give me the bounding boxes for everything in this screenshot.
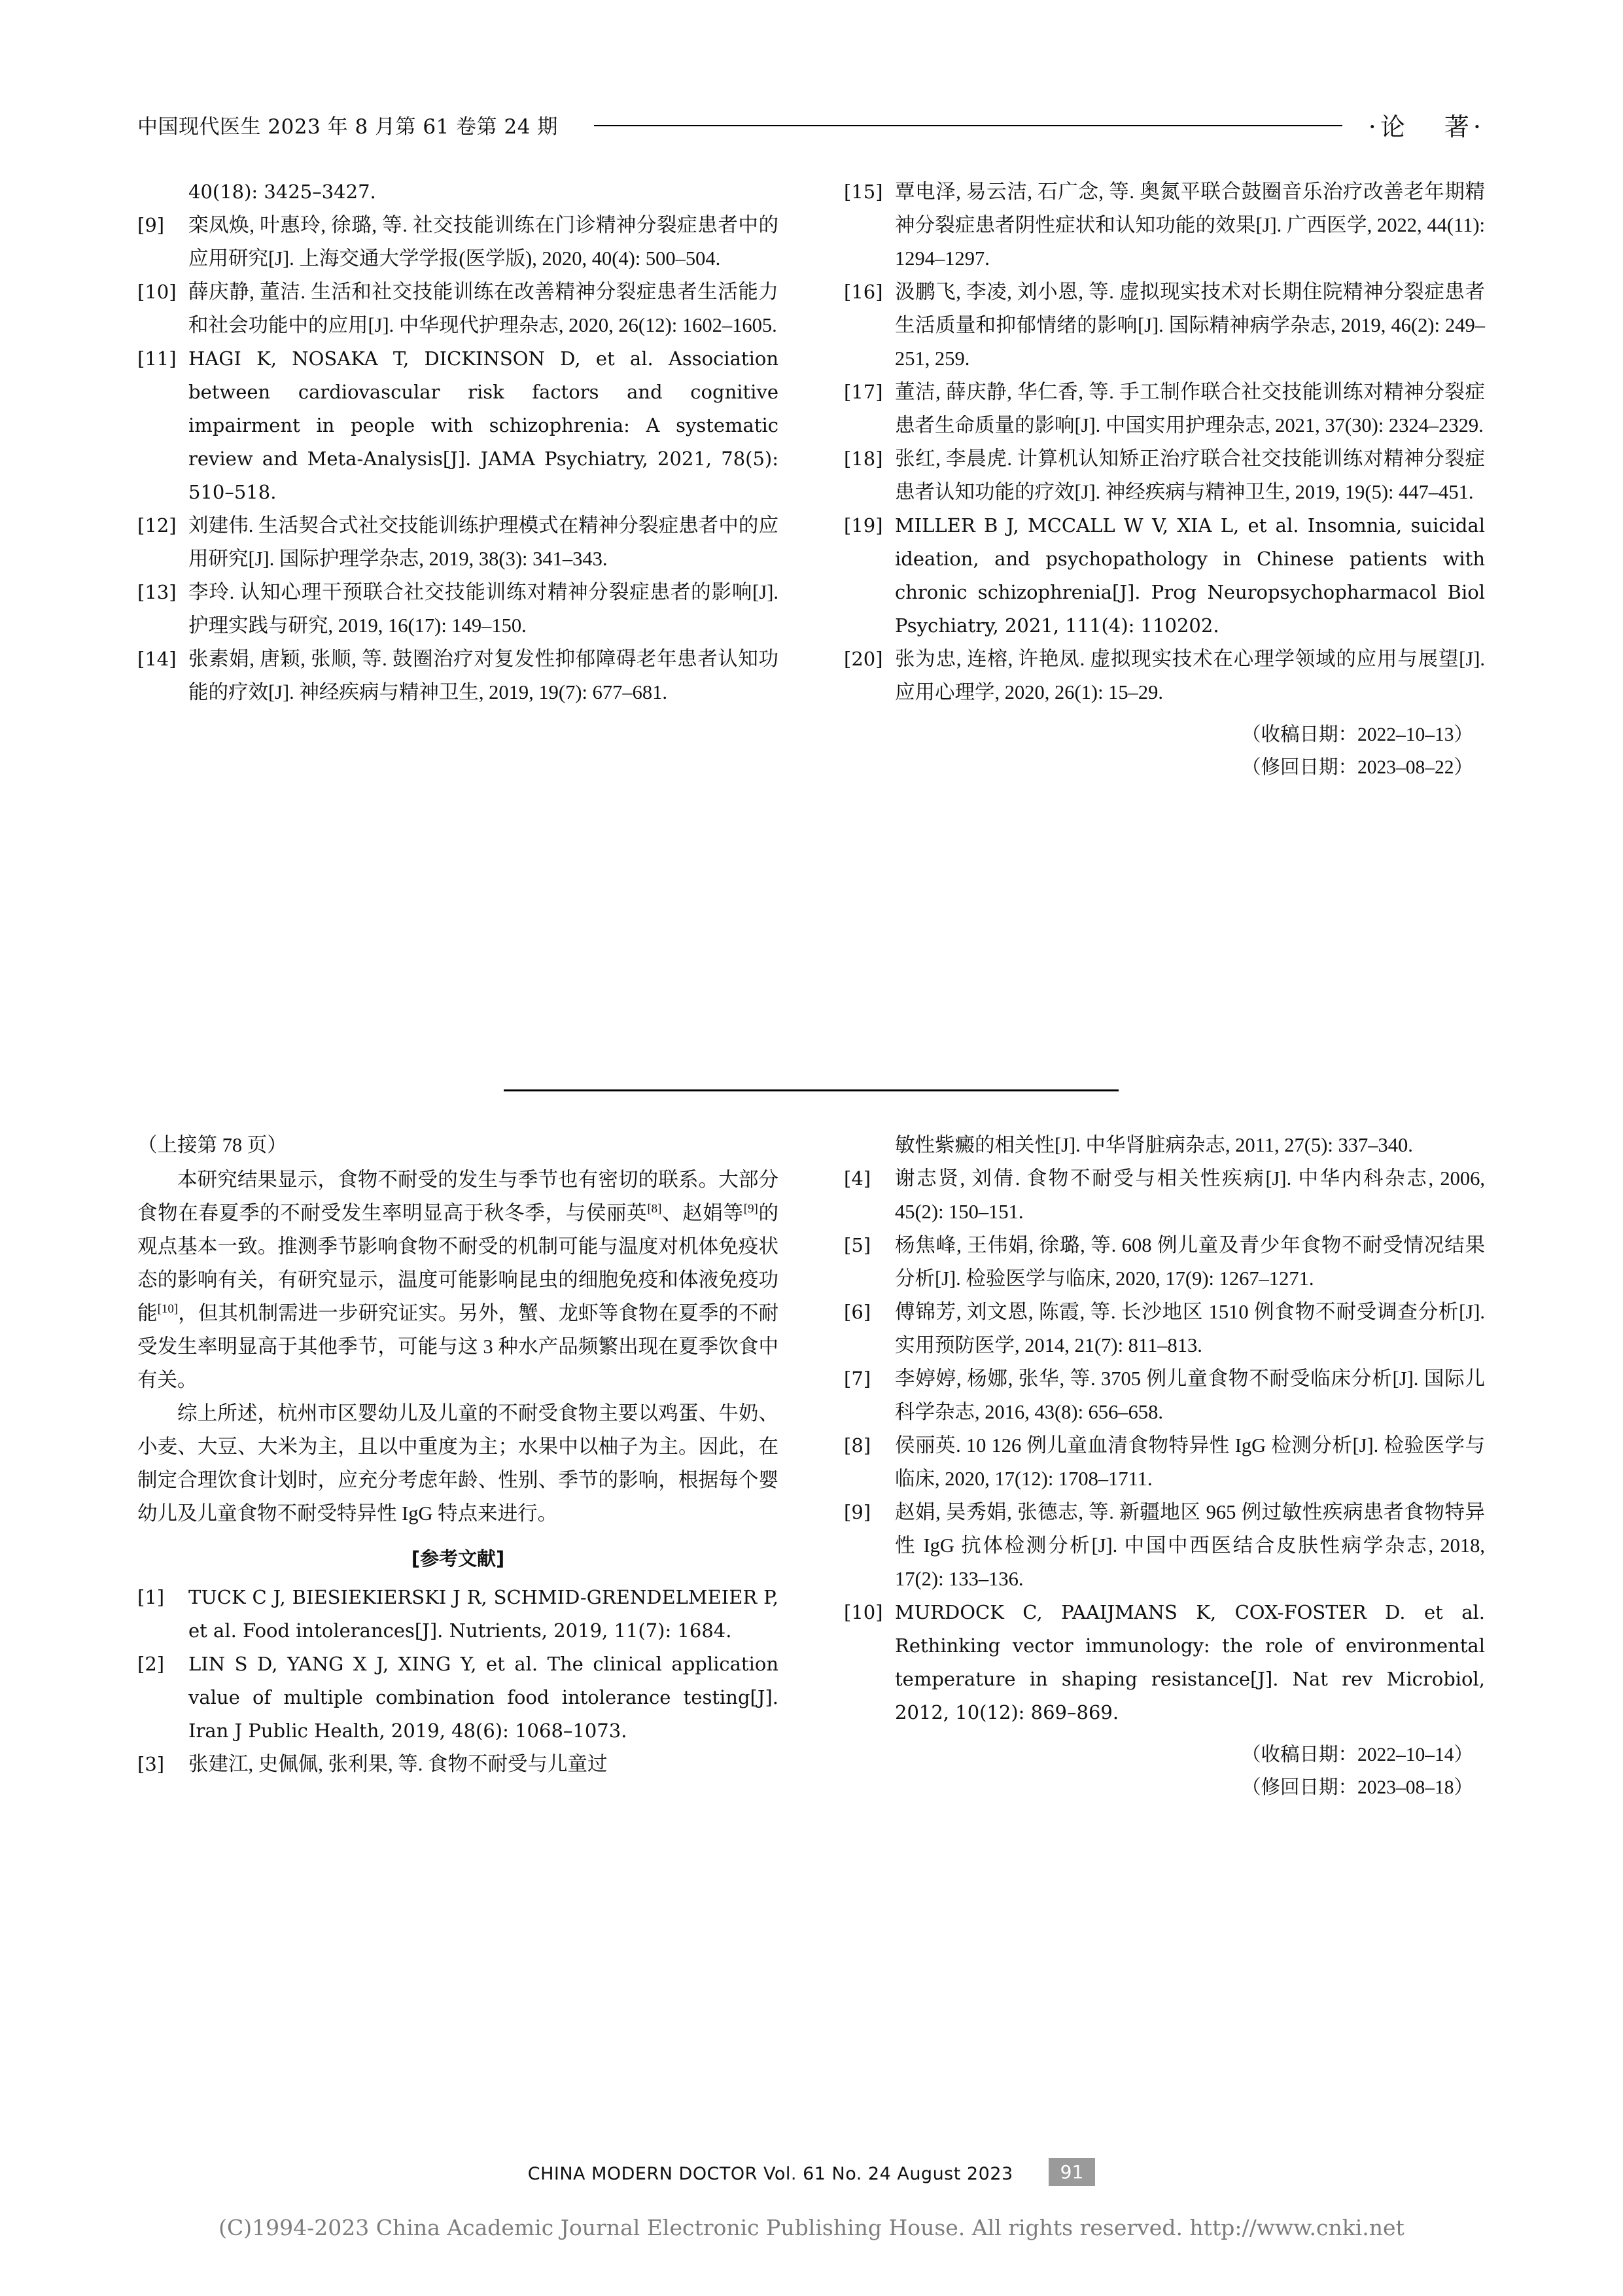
reference-item — [844, 643, 1485, 709]
reference-number: [8] — [844, 1434, 871, 1457]
reference-item — [844, 1162, 1485, 1229]
article2-right-column — [844, 1129, 1485, 1804]
reference-text: 李玲. 认知心理干预联合社交技能训练对精神分裂症患者的影响[J]. 护理实践与研究, 2019, 16(17): 149–150. — [188, 581, 778, 637]
reference-number: [12] — [137, 514, 177, 537]
reference-number: [16] — [844, 281, 883, 303]
reference-number: [9] — [844, 1501, 871, 1523]
reference-number: [10] — [844, 1601, 883, 1623]
header-section-label — [1369, 107, 1492, 143]
reference-number: [5] — [844, 1234, 871, 1256]
reference-item — [844, 1496, 1485, 1596]
reference-text: 侯丽英. 10 126 例儿童血清食物特异性 IgG 检测分析[J]. 检验医学与临床, 2020, 17(12): 1708–1711. — [895, 1434, 1485, 1490]
reference-number: [18] — [844, 448, 883, 470]
reference-number: [11] — [137, 347, 177, 370]
received-date: （收稿日期：2022–10–13） — [1241, 724, 1473, 745]
citation-marker: [10] — [157, 1301, 179, 1316]
reference-item — [844, 175, 1485, 275]
reference-number: [17] — [844, 381, 883, 403]
reference-number — [844, 1129, 895, 1162]
copyright-notice: (C)1994-2023 China Academic Journal Electronic Publishing House. All rights reserved. http://www.cnki.net — [218, 2215, 1405, 2240]
references-heading: [参考文献] — [411, 1547, 505, 1570]
revised-date: （修回日期：2023–08–22） — [1241, 757, 1473, 778]
article1-left-column — [137, 175, 778, 709]
reference-text: HAGI K, NOSAKA T, DICKINSON D, et al. Association between cardiovascular risk factors and cognitive impairment in people with schizophrenia: A systematic review and Meta-Analysis[J]. JAMA Psychiatry, 2021, 78(5): 510–518. — [188, 347, 778, 503]
reference-text: LIN S D, YANG X J, XING Y, et al. The clinical application value of multiple combination food intolerance testing[J]. Iran J Public Health, 2019, 48(6): 1068–1073. — [188, 1653, 778, 1742]
reference-text: 张为忠, 连榕, 许艳凤. 虚拟现实技术在心理学领域的应用与展望[J]. 应用心理学, 2020, 26(1): 15–29. — [895, 648, 1485, 703]
page-number: 91 — [1049, 2158, 1096, 2186]
reference-number: [9] — [137, 214, 165, 236]
reference-number: [3] — [137, 1753, 165, 1775]
reference-item — [137, 1581, 778, 1648]
reference-text: 董洁, 薛庆静, 华仁香, 等. 手工制作联合社交技能训练对精神分裂症患者生命质量的影响[J]. 中国实用护理杂志, 2021, 37(30): 2324–2329. — [895, 381, 1485, 436]
reference-item — [137, 576, 778, 643]
page-footer — [0, 2159, 1623, 2187]
reference-number: [7] — [844, 1368, 871, 1390]
reference-text: TUCK C J, BIESIEKIERSKI J R, SCHMID-GRENDELMEIER P, et al. Food intolerances[J]. Nutrients, 2019, 11(7): 1684. — [188, 1586, 778, 1642]
header-divider-rule — [594, 125, 1342, 126]
reference-number: [2] — [137, 1653, 165, 1675]
reference-item — [844, 1229, 1485, 1296]
citation-marker: [9] — [743, 1201, 758, 1216]
article2-left-column — [137, 1129, 778, 1781]
reference-text: MILLER B J, MCCALL W V, XIA L, et al. Insomnia, suicidal ideation, and psychopathology in Chinese patients with chronic schizophrenia[J]. Prog Neuropsychopharmacol Biol Psychiatry, 2021, 111(4): 110202. — [895, 514, 1485, 637]
reference-item — [844, 509, 1485, 643]
reference-item — [137, 509, 778, 576]
citation-marker: [8] — [647, 1201, 662, 1216]
reference-number: [4] — [844, 1167, 871, 1190]
reference-item — [137, 275, 778, 342]
reference-text: 赵娟, 吴秀娟, 张德志, 等. 新疆地区 965 例过敏性疾病患者食物特异性 IgG 抗体检测分析[J]. 中国中西医结合皮肤性病学杂志, 2018, 17(2): 133–136. — [895, 1501, 1485, 1590]
reference-number: [13] — [137, 581, 177, 603]
reference-item — [844, 1596, 1485, 1729]
reference-item — [844, 1129, 1485, 1162]
reference-text: 敏性紫癜的相关性[J]. 中华肾脏病杂志, 2011, 27(5): 337–340. — [895, 1134, 1413, 1156]
reference-text: 张素娟, 唐颖, 张顺, 等. 鼓圈治疗对复发性抑郁障碍老年患者认知功能的疗效[J]. 神经疾病与精神卫生, 2019, 19(7): 677–681. — [188, 648, 778, 703]
reference-number: [15] — [844, 181, 883, 203]
reference-item — [844, 1296, 1485, 1362]
reference-number: [20] — [844, 648, 883, 670]
reference-number: [1] — [137, 1586, 165, 1608]
body-paragraph: 综上所述，杭州市区婴幼儿及儿童的不耐受食物主要以鸡蛋、牛奶、小麦、大豆、大米为主，且以中重度为主；水果中以柚子为主。因此，在制定合理饮食计划时，应充分考虑年龄、性别、季节的影响，根据每个婴幼儿及儿童食物不耐受特异性 IgG 特点来进行。 — [137, 1402, 778, 1525]
reference-item — [844, 376, 1485, 442]
header-dot-right: · — [1473, 112, 1485, 141]
received-date: （收稿日期：2022–10–14） — [1241, 1744, 1473, 1765]
reference-text: 汲鹏飞, 李凌, 刘小恩, 等. 虚拟现实技术对长期住院精神分裂症患者生活质量和抑郁情绪的影响[J]. 国际精神病学杂志, 2019, 46(2): 249–251, 259. — [895, 281, 1485, 370]
reference-item — [137, 1648, 778, 1748]
reference-text: 杨焦峰, 王伟娟, 徐璐, 等. 608 例儿童及青少年食物不耐受情况结果分析[J]. 检验医学与临床, 2020, 17(9): 1267–1271. — [895, 1234, 1485, 1290]
reference-item — [844, 1362, 1485, 1429]
reference-text: 傅锦芳, 刘文恩, 陈霞, 等. 长沙地区 1510 例食物不耐受调查分析[J]. 实用预防医学, 2014, 21(7): 811–813. — [895, 1301, 1485, 1356]
revised-date: （修回日期：2023–08–18） — [1241, 1777, 1473, 1798]
header-journal-info: 中国现代医生 2023 年 8 月第 61 卷第 24 期 — [137, 115, 558, 139]
header-dot-left: · — [1368, 112, 1380, 141]
header-section-word-2: 著 — [1444, 112, 1473, 141]
reference-item — [137, 209, 778, 275]
reference-text: 覃电泽, 易云洁, 石广念, 等. 奥氮平联合鼓圈音乐治疗改善老年期精神分裂症患者阴性症状和认知功能的效果[J]. 广西医学, 2022, 44(11): 1294–1297. — [895, 181, 1485, 270]
reference-item — [137, 1748, 778, 1781]
reference-item — [844, 1429, 1485, 1496]
continued-reference-line: 40(18): 3425–3427. — [188, 181, 376, 203]
footer-journal-en: CHINA MODERN DOCTOR Vol. 61 No. 24 August 2023 — [527, 2164, 1013, 2184]
reference-text: 薛庆静, 董洁. 生活和社交技能训练在改善精神分裂症患者生活能力和社会功能中的应用[J]. 中华现代护理杂志, 2020, 26(12): 1602–1605. — [188, 281, 778, 336]
reference-item — [844, 442, 1485, 509]
reference-number: [6] — [844, 1301, 871, 1323]
page-header — [137, 98, 1492, 150]
reference-text: 李婷婷, 杨娜, 张华, 等. 3705 例儿童食物不耐受临床分析[J]. 国际儿科学杂志, 2016, 43(8): 656–658. — [895, 1368, 1485, 1423]
reference-text: 谢志贤, 刘倩. 食物不耐受与相关性疾病[J]. 中华内科杂志, 2006, 45(2): 150–151. — [895, 1167, 1485, 1223]
reference-text: 张建江, 史佩佩, 张利果, 等. 食物不耐受与儿童过 — [188, 1753, 608, 1775]
reference-number: [14] — [137, 648, 177, 670]
reference-text: MURDOCK C, PAAIJMANS K, COX-FOSTER D. et al. Rethinking vector immunology: the role of environmental temperature in shaping resistance[J]. Nat rev Microbiol, 2012, 10(12): 869–869. — [895, 1601, 1485, 1723]
reference-text: 刘建伟. 生活契合式社交技能训练护理模式在精神分裂症患者中的应用研究[J]. 国际护理学杂志, 2019, 38(3): 341–343. — [188, 514, 778, 570]
reference-text: 栾凤焕, 叶惠玲, 徐璐, 等. 社交技能训练在门诊精神分裂症患者中的应用研究[J]. 上海交通大学学报(医学版), 2020, 40(4): 500–504. — [188, 214, 778, 270]
reference-text: 张红, 李晨虎. 计算机认知矫正治疗联合社交技能训练对精神分裂症患者认知功能的疗效[J]. 神经疾病与精神卫生, 2019, 19(5): 447–451. — [895, 448, 1485, 503]
article-separator — [504, 1089, 1119, 1091]
reference-item — [137, 643, 778, 709]
reference-number: [19] — [844, 514, 883, 537]
reference-number: [10] — [137, 281, 177, 303]
header-section-word-1: 论 — [1380, 112, 1444, 141]
article1-right-column — [844, 175, 1485, 784]
body-paragraph: 本研究结果显示，食物不耐受的发生与季节也有密切的联系。大部分食物在春夏季的不耐受发生率明显高于秋冬季，与侯丽英[8]、赵娟等[9]的观点基本一致。推测季节影响食物不耐受的机制可能与温度对机体免疫状态的影响有关，有研究显示，温度可能影响昆虫的细胞免疫和体液免疫功能[10]，但其机制需进一步研究证实。另外，蟹、龙虾等食物在夏季的不耐受发生率明显高于其他季节，可能与这 3 种水产品频繁出现在夏季饮食中有关。 — [137, 1169, 779, 1391]
reference-item — [137, 342, 778, 509]
reference-item — [844, 275, 1485, 376]
continued-from-note: （上接第 78 页） — [137, 1134, 287, 1156]
